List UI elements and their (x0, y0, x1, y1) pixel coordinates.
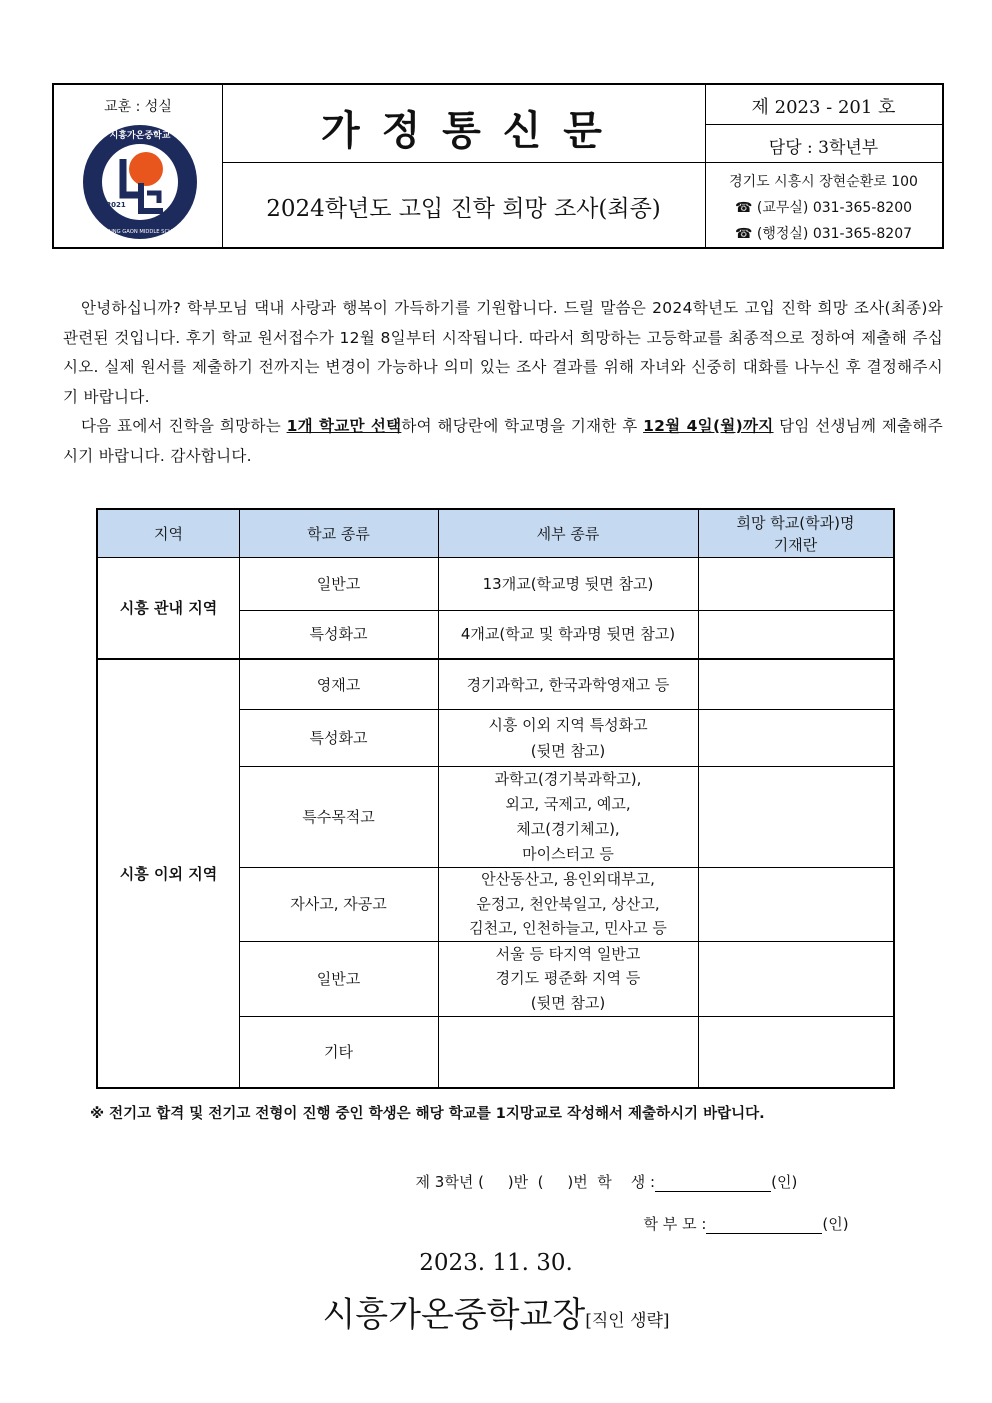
row-type: 영재고 (316, 675, 361, 694)
entry-field[interactable] (698, 867, 893, 941)
intro-paragraph: 안녕하십니까? 학부모님 댁내 사랑과 행복이 가득하기를 기원합니다. 드릴 말씀은 2024학년도 고입 진학 희망 조사(최종)와 관련된 것입니다. 후기 학교 원서접수가 12월 8일부터 시작됩니다. 따라서 희망하는 고등학교를 최종적으로 정하여 제출해 주십시오. 실제 원서를 제출하기 전까지는 변경이 가능하나 의미 있는 조사 결과를 위해 자녀와 신중히 대화를 나누신 후 결정해주시기 바랍니다. (63, 299, 943, 406)
logo-bottom-text: SIHEUNG GAON MIDDLE SCHOOL (96, 229, 184, 235)
row-detail: 안산동산고, 용인외대부고, 운정고, 천안북일고, 상산고, 김천고, 인천하늘고, 민사고 등 (469, 870, 667, 938)
phone-office: ☎ (교무실) 031-365-8200 (734, 200, 913, 216)
note: ※ 전기고 합격 및 전기고 전형이 진행 중인 학생은 해당 학교를 1지망교로 작성해서 제출하시기 바랍니다. (90, 1106, 765, 1122)
phone-admin: ☎ (행정실) 031-365-8207 (734, 226, 913, 242)
school-logo (81, 123, 199, 241)
entry-field[interactable] (698, 766, 893, 867)
entry-field[interactable] (698, 1016, 893, 1087)
header-region: 지역 (154, 524, 183, 543)
row-detail: 시흥 이외 지역 특성화고 (뒷면 참고) (488, 715, 648, 760)
logo-year: 2021 (106, 201, 126, 209)
row-detail: 4개교(학교 및 학과명 뒷면 참고) (460, 625, 676, 643)
entry-field[interactable] (698, 610, 893, 658)
row-type: 특성화고 (309, 625, 368, 643)
parent-signature-line: 학 부 모 : (인) (643, 1215, 849, 1233)
instruction-paragraph: 다음 표에서 진학을 희망하는 1개 학교만 선택하여 해당란에 학교명을 기재한 후 12월 4일(월)까지 담임 선생님께 제출해주시기 바랍니다. 감사합니다. (63, 417, 943, 465)
student-signature-line: 제 3학년 ( )반 ( )번 학 생 : (인) (415, 1173, 798, 1191)
principal-line (0, 1287, 992, 1336)
survey-table (96, 508, 895, 1089)
row-type: 특성화고 (309, 728, 368, 747)
entry-field[interactable] (698, 941, 893, 1016)
newsletter-header (52, 83, 944, 249)
entry-field[interactable] (698, 558, 893, 610)
row-detail: 서울 등 타지역 일반고 경기도 평준화 지역 등 (뒷면 참고) (495, 944, 641, 1012)
row-type: 특수목적고 (302, 807, 375, 826)
deadline-emphasis: 12월 4일(월)까지 (643, 417, 774, 435)
phone-icon: ☎ (734, 226, 753, 242)
issue-date: 2023. 11. 30. (419, 1250, 573, 1276)
seal-note: [직인 생략] (585, 1311, 670, 1331)
school-address: 경기도 시흥시 장현순환로 100 (729, 174, 918, 190)
row-detail: 과학고(경기북과학고), 외고, 국제고, 예고, 체고(경기체고), 마이스터고 등 (494, 769, 642, 863)
row-detail: 경기과학고, 한국과학영재고 등 (466, 675, 670, 694)
logo-top-text: 시흥가온중학교 (109, 131, 171, 141)
issue-number: 제 2023 - 201 호 (751, 97, 896, 118)
in-charge: 담당 : 3학년부 (768, 138, 879, 158)
signature-blank[interactable] (655, 1175, 771, 1192)
header-detail-type: 세부 종류 (536, 524, 600, 543)
principal-name: 시흥가온중학교장 (322, 1295, 586, 1335)
row-detail (438, 1016, 698, 1087)
signature-blank[interactable] (706, 1217, 822, 1234)
row-type: 자사고, 자공고 (290, 895, 387, 913)
phone-icon: ☎ (734, 200, 753, 216)
row-type: 일반고 (316, 575, 361, 593)
header-school-type: 학교 종류 (307, 524, 370, 543)
entry-field[interactable] (698, 660, 893, 709)
region-in: 시흥 관내 지역 (119, 599, 218, 617)
row-type: 기타 (324, 1042, 353, 1061)
row-detail: 13개교(학교명 뒷면 참고) (482, 575, 654, 593)
entry-field[interactable] (698, 709, 893, 766)
header-desired-school: 희망 학교(학과)명 기재란 (736, 513, 855, 554)
school-motto: 교훈 : 성실 (104, 99, 172, 115)
newsletter-title: 가 정 통 신 문 (321, 107, 606, 154)
newsletter-subject: 2024학년도 고입 진학 희망 조사(최종) (266, 196, 661, 222)
row-type: 일반고 (316, 969, 361, 988)
one-school-emphasis: 1개 학교만 선택 (286, 417, 402, 435)
region-out: 시흥 이외 지역 (119, 864, 218, 883)
